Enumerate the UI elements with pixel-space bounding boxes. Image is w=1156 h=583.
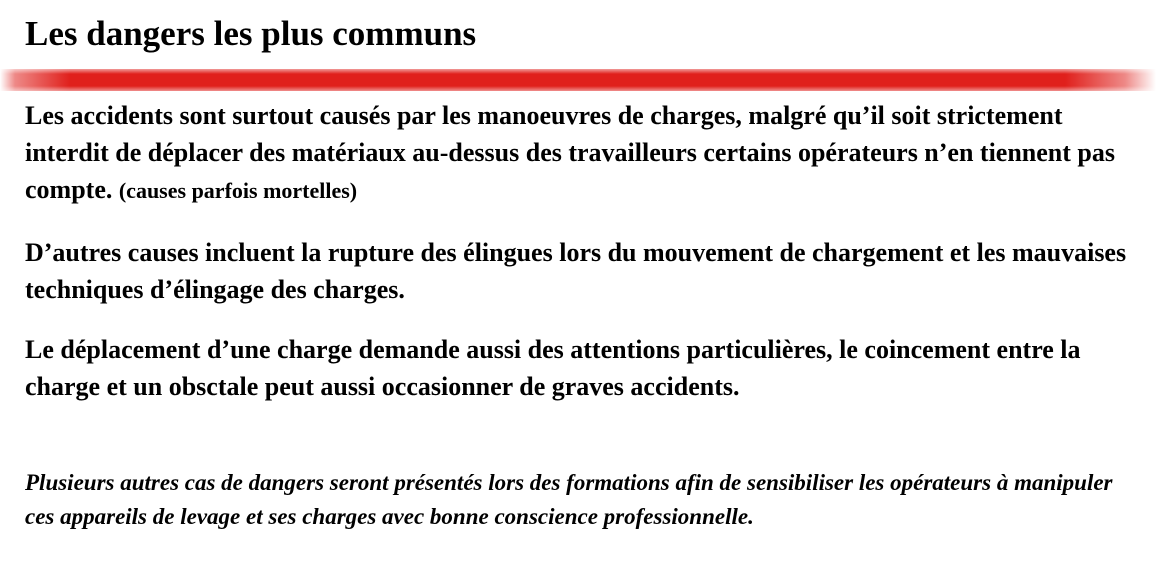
paragraph-sling-rupture: D’autres causes incluent la rupture des élingues lors du mouvement de chargement et les mauvaises techniques d’élingage des charges. — [25, 238, 1127, 304]
paragraph-load-maneuvers-text: Les accidents sont surtout causés par les manoeuvres de charges, malgré qu’il soit strictement interdit de déplacer des matériaux au-dessus des travailleurs certains opérateurs n’en tiennent pas compte. — [25, 101, 1116, 204]
slide-title: Les dangers les plus communs — [25, 14, 477, 53]
paragraph-load-maneuvers — [25, 97, 1135, 209]
title-underline-bar-highlight-top — [0, 69, 1156, 74]
paragraph-load-displacement: Le déplacement d’une charge demande aussi des attentions particulières, le coincement entre la charge et un obsctale peut aussi occasionner de graves accidents. — [25, 335, 1081, 401]
paragraph-load-maneuvers-note: (causes parfois mortelles) — [118, 178, 358, 203]
closing-note: Plusieurs autres cas de dangers seront présentés lors des formations afin de sensibiliser les opérateurs à manipuler ces appareils de levage et ses charges avec bonne conscience professionnelle. — [25, 470, 1113, 529]
title-underline-bar-highlight-bottom — [0, 86, 1156, 91]
title-underline-bar — [0, 69, 1156, 91]
